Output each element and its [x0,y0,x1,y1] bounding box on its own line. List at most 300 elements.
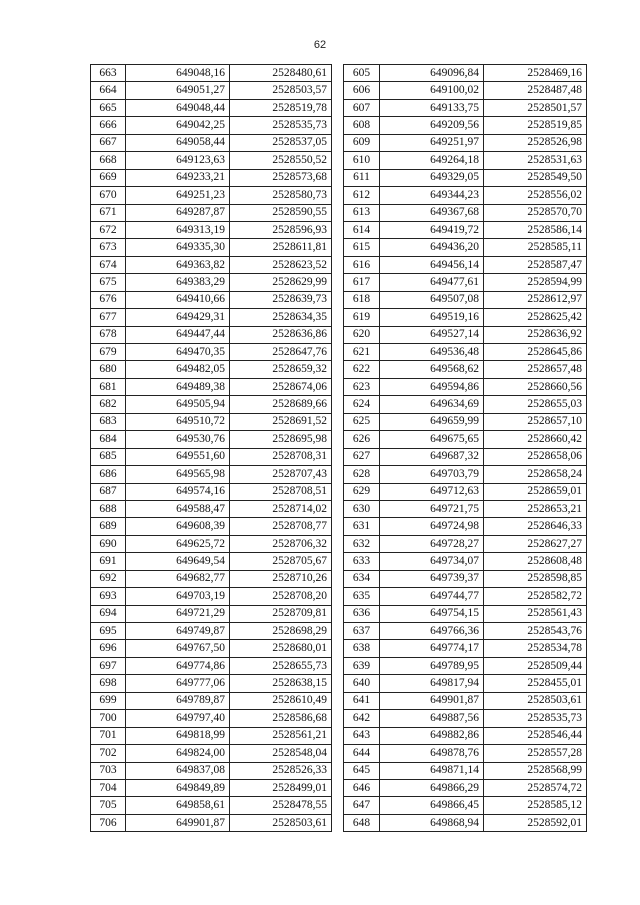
x-coordinate-cell: 649728,27 [380,535,484,552]
table-row [91,396,332,413]
x-coordinate-cell: 649749,87 [126,623,230,640]
table-row [91,134,332,151]
x-coordinate-cell: 649767,50 [126,640,230,657]
table-row [91,657,332,674]
x-coordinate-cell: 649436,20 [380,239,484,256]
x-coordinate-cell: 649824,00 [126,745,230,762]
x-coordinate-cell: 649866,45 [380,797,484,814]
table-row [344,221,587,238]
y-coordinate-cell: 2528573,68 [230,169,332,186]
point-number-cell: 637 [344,623,380,640]
point-number-cell: 680 [91,361,126,378]
x-coordinate-cell: 649251,97 [380,134,484,151]
table-row [344,134,587,151]
point-number-cell: 697 [91,657,126,674]
y-coordinate-cell: 2528509,44 [484,657,587,674]
table-row [91,204,332,221]
y-coordinate-cell: 2528660,56 [484,378,587,395]
x-coordinate-cell: 649209,56 [380,117,484,134]
table-row [344,448,587,465]
x-coordinate-cell: 649429,31 [126,309,230,326]
x-coordinate-cell: 649687,32 [380,448,484,465]
table-row [91,99,332,116]
x-coordinate-cell: 649123,63 [126,152,230,169]
y-coordinate-cell: 2528535,73 [484,710,587,727]
point-number-cell: 612 [344,187,380,204]
y-coordinate-cell: 2528655,03 [484,396,587,413]
x-coordinate-cell: 649510,72 [126,413,230,430]
point-number-cell: 621 [344,344,380,361]
table-row [91,82,332,99]
y-coordinate-cell: 2528708,31 [230,448,332,465]
table-row [344,745,587,762]
point-number-cell: 689 [91,518,126,535]
x-coordinate-cell: 649789,95 [380,657,484,674]
point-number-cell: 700 [91,710,126,727]
point-number-cell: 636 [344,605,380,622]
y-coordinate-cell: 2528708,20 [230,588,332,605]
y-coordinate-cell: 2528501,57 [484,99,587,116]
table-row [344,623,587,640]
point-number-cell: 631 [344,518,380,535]
x-coordinate-cell: 649866,29 [380,779,484,796]
point-number-cell: 640 [344,675,380,692]
point-number-cell: 611 [344,169,380,186]
point-number-cell: 626 [344,431,380,448]
y-coordinate-cell: 2528653,21 [484,500,587,517]
point-number-cell: 619 [344,309,380,326]
x-coordinate-cell: 649410,66 [126,291,230,308]
y-coordinate-cell: 2528556,02 [484,187,587,204]
point-number-cell: 616 [344,256,380,273]
table-row [344,605,587,622]
y-coordinate-cell: 2528546,44 [484,727,587,744]
table-row [91,710,332,727]
y-coordinate-cell: 2528487,48 [484,82,587,99]
table-row [344,710,587,727]
point-number-cell: 693 [91,588,126,605]
point-number-cell: 607 [344,99,380,116]
y-coordinate-cell: 2528503,61 [484,692,587,709]
y-coordinate-cell: 2528612,97 [484,291,587,308]
y-coordinate-cell: 2528596,93 [230,221,332,238]
x-coordinate-cell: 649789,87 [126,692,230,709]
table-row [91,692,332,709]
table-row [91,553,332,570]
x-coordinate-cell: 649048,44 [126,99,230,116]
point-number-cell: 684 [91,431,126,448]
x-coordinate-cell: 649042,25 [126,117,230,134]
y-coordinate-cell: 2528634,35 [230,309,332,326]
x-coordinate-cell: 649363,82 [126,256,230,273]
y-coordinate-cell: 2528660,42 [484,431,587,448]
point-number-cell: 646 [344,779,380,796]
point-number-cell: 677 [91,309,126,326]
y-coordinate-cell: 2528714,02 [230,500,332,517]
table-row [91,605,332,622]
table-row [91,291,332,308]
y-coordinate-cell: 2528647,76 [230,344,332,361]
x-coordinate-cell: 649868,94 [380,814,484,831]
table-row [91,378,332,395]
y-coordinate-cell: 2528636,86 [230,326,332,343]
point-number-cell: 675 [91,274,126,291]
y-coordinate-cell: 2528503,57 [230,82,332,99]
x-coordinate-cell: 649901,87 [126,814,230,831]
table-row [91,413,332,430]
point-number-cell: 627 [344,448,380,465]
y-coordinate-cell: 2528655,73 [230,657,332,674]
x-coordinate-cell: 649858,61 [126,797,230,814]
y-coordinate-cell: 2528611,81 [230,239,332,256]
x-coordinate-cell: 649551,60 [126,448,230,465]
x-coordinate-cell: 649675,65 [380,431,484,448]
x-coordinate-cell: 649527,14 [380,326,484,343]
table-row [344,553,587,570]
y-coordinate-cell: 2528689,66 [230,396,332,413]
x-coordinate-cell: 649878,76 [380,745,484,762]
table-row [344,588,587,605]
y-coordinate-cell: 2528698,29 [230,623,332,640]
x-coordinate-cell: 649837,08 [126,762,230,779]
y-coordinate-cell: 2528625,42 [484,309,587,326]
y-coordinate-cell: 2528639,73 [230,291,332,308]
x-coordinate-cell: 649335,30 [126,239,230,256]
x-coordinate-cell: 649383,29 [126,274,230,291]
point-number-cell: 638 [344,640,380,657]
table-row [344,256,587,273]
x-coordinate-cell: 649659,99 [380,413,484,430]
y-coordinate-cell: 2528627,27 [484,535,587,552]
point-number-cell: 634 [344,570,380,587]
point-number-cell: 696 [91,640,126,657]
point-number-cell: 674 [91,256,126,273]
coordinates-table-left [90,64,332,832]
x-coordinate-cell: 649887,56 [380,710,484,727]
table-row [344,204,587,221]
point-number-cell: 643 [344,727,380,744]
point-number-cell: 635 [344,588,380,605]
table-row [344,117,587,134]
table-row [344,187,587,204]
table-row [91,309,332,326]
y-coordinate-cell: 2528707,43 [230,466,332,483]
y-coordinate-cell: 2528708,77 [230,518,332,535]
y-coordinate-cell: 2528629,99 [230,274,332,291]
table-row [91,187,332,204]
x-coordinate-cell: 649774,86 [126,657,230,674]
point-number-cell: 668 [91,152,126,169]
x-coordinate-cell: 649649,54 [126,553,230,570]
y-coordinate-cell: 2528587,47 [484,256,587,273]
x-coordinate-cell: 649489,38 [126,378,230,395]
y-coordinate-cell: 2528657,10 [484,413,587,430]
y-coordinate-cell: 2528568,99 [484,762,587,779]
y-coordinate-cell: 2528706,32 [230,535,332,552]
y-coordinate-cell: 2528680,01 [230,640,332,657]
table-row [91,361,332,378]
y-coordinate-cell: 2528537,05 [230,134,332,151]
table-row [344,797,587,814]
y-coordinate-cell: 2528691,52 [230,413,332,430]
point-number-cell: 687 [91,483,126,500]
point-number-cell: 608 [344,117,380,134]
table-row [91,483,332,500]
point-number-cell: 705 [91,797,126,814]
table-row [344,675,587,692]
x-coordinate-cell: 649519,16 [380,309,484,326]
y-coordinate-cell: 2528586,14 [484,221,587,238]
page-number: 62 [313,39,327,51]
table-row [344,378,587,395]
table-row [344,239,587,256]
point-number-cell: 666 [91,117,126,134]
y-coordinate-cell: 2528574,72 [484,779,587,796]
x-coordinate-cell: 649754,15 [380,605,484,622]
point-number-cell: 673 [91,239,126,256]
point-number-cell: 622 [344,361,380,378]
point-number-cell: 664 [91,82,126,99]
x-coordinate-cell: 649419,72 [380,221,484,238]
table-row [91,675,332,692]
point-number-cell: 671 [91,204,126,221]
point-number-cell: 682 [91,396,126,413]
point-number-cell: 614 [344,221,380,238]
y-coordinate-cell: 2528548,04 [230,745,332,762]
x-coordinate-cell: 649721,29 [126,605,230,622]
y-coordinate-cell: 2528499,01 [230,779,332,796]
table-row [91,466,332,483]
x-coordinate-cell: 649901,87 [380,692,484,709]
x-coordinate-cell: 649051,27 [126,82,230,99]
point-number-cell: 625 [344,413,380,430]
point-number-cell: 663 [91,65,126,82]
x-coordinate-cell: 649777,06 [126,675,230,692]
x-coordinate-cell: 649344,23 [380,187,484,204]
point-number-cell: 630 [344,500,380,517]
table-row [344,413,587,430]
point-number-cell: 610 [344,152,380,169]
table-row [91,344,332,361]
x-coordinate-cell: 649058,44 [126,134,230,151]
table-row [344,535,587,552]
x-coordinate-cell: 649470,35 [126,344,230,361]
table-row [344,309,587,326]
x-coordinate-cell: 649530,76 [126,431,230,448]
table-row [91,814,332,831]
table-row [344,500,587,517]
x-coordinate-cell: 649329,05 [380,169,484,186]
y-coordinate-cell: 2528705,67 [230,553,332,570]
point-number-cell: 699 [91,692,126,709]
y-coordinate-cell: 2528503,61 [230,814,332,831]
table-row [344,779,587,796]
x-coordinate-cell: 649744,77 [380,588,484,605]
y-coordinate-cell: 2528636,92 [484,326,587,343]
y-coordinate-cell: 2528586,68 [230,710,332,727]
y-coordinate-cell: 2528610,49 [230,692,332,709]
table-row [91,779,332,796]
point-number-cell: 644 [344,745,380,762]
y-coordinate-cell: 2528623,52 [230,256,332,273]
point-number-cell: 706 [91,814,126,831]
table-row [344,727,587,744]
x-coordinate-cell: 649507,08 [380,291,484,308]
table-row [91,117,332,134]
table-row [344,762,587,779]
point-number-cell: 615 [344,239,380,256]
point-number-cell: 672 [91,221,126,238]
table-row [344,274,587,291]
y-coordinate-cell: 2528638,15 [230,675,332,692]
x-coordinate-cell: 649594,86 [380,378,484,395]
y-coordinate-cell: 2528526,33 [230,762,332,779]
point-number-cell: 648 [344,814,380,831]
x-coordinate-cell: 649505,94 [126,396,230,413]
table-row [344,361,587,378]
y-coordinate-cell: 2528557,28 [484,745,587,762]
x-coordinate-cell: 649634,69 [380,396,484,413]
y-coordinate-cell: 2528659,32 [230,361,332,378]
table-row [344,291,587,308]
table-row [91,640,332,657]
table-row [91,570,332,587]
x-coordinate-cell: 649096,84 [380,65,484,82]
x-coordinate-cell: 649251,23 [126,187,230,204]
y-coordinate-cell: 2528469,16 [484,65,587,82]
table-row [344,814,587,831]
y-coordinate-cell: 2528519,78 [230,99,332,116]
x-coordinate-cell: 649287,87 [126,204,230,221]
x-coordinate-cell: 649817,94 [380,675,484,692]
x-coordinate-cell: 649608,39 [126,518,230,535]
y-coordinate-cell: 2528592,01 [484,814,587,831]
point-number-cell: 678 [91,326,126,343]
x-coordinate-cell: 649367,68 [380,204,484,221]
x-coordinate-cell: 649264,18 [380,152,484,169]
table-row [91,274,332,291]
y-coordinate-cell: 2528561,43 [484,605,587,622]
y-coordinate-cell: 2528535,73 [230,117,332,134]
x-coordinate-cell: 649739,37 [380,570,484,587]
x-coordinate-cell: 649536,48 [380,344,484,361]
y-coordinate-cell: 2528478,55 [230,797,332,814]
table-row [91,797,332,814]
table-row [91,623,332,640]
table-row [344,396,587,413]
x-coordinate-cell: 649703,79 [380,466,484,483]
x-coordinate-cell: 649482,05 [126,361,230,378]
x-coordinate-cell: 649048,16 [126,65,230,82]
table-row [344,570,587,587]
y-coordinate-cell: 2528657,48 [484,361,587,378]
table-row [344,466,587,483]
x-coordinate-cell: 649766,36 [380,623,484,640]
point-number-cell: 702 [91,745,126,762]
point-number-cell: 701 [91,727,126,744]
point-number-cell: 624 [344,396,380,413]
point-number-cell: 647 [344,797,380,814]
y-coordinate-cell: 2528646,33 [484,518,587,535]
table-row [91,221,332,238]
x-coordinate-cell: 649724,98 [380,518,484,535]
table-row [91,256,332,273]
point-number-cell: 605 [344,65,380,82]
y-coordinate-cell: 2528480,61 [230,65,332,82]
y-coordinate-cell: 2528570,70 [484,204,587,221]
table-row [344,344,587,361]
point-number-cell: 694 [91,605,126,622]
table-row [91,535,332,552]
point-number-cell: 681 [91,378,126,395]
x-coordinate-cell: 649734,07 [380,553,484,570]
x-coordinate-cell: 649574,16 [126,483,230,500]
point-number-cell: 691 [91,553,126,570]
x-coordinate-cell: 649447,44 [126,326,230,343]
point-number-cell: 645 [344,762,380,779]
table-row [91,239,332,256]
x-coordinate-cell: 649703,19 [126,588,230,605]
y-coordinate-cell: 2528590,55 [230,204,332,221]
y-coordinate-cell: 2528594,99 [484,274,587,291]
point-number-cell: 609 [344,134,380,151]
x-coordinate-cell: 649774,17 [380,640,484,657]
point-number-cell: 679 [91,344,126,361]
point-number-cell: 639 [344,657,380,674]
y-coordinate-cell: 2528658,06 [484,448,587,465]
point-number-cell: 629 [344,483,380,500]
y-coordinate-cell: 2528585,11 [484,239,587,256]
y-coordinate-cell: 2528526,98 [484,134,587,151]
table-row [91,169,332,186]
point-number-cell: 690 [91,535,126,552]
point-number-cell: 623 [344,378,380,395]
table-row [91,431,332,448]
y-coordinate-cell: 2528708,51 [230,483,332,500]
x-coordinate-cell: 649568,62 [380,361,484,378]
x-coordinate-cell: 649565,98 [126,466,230,483]
point-number-cell: 703 [91,762,126,779]
x-coordinate-cell: 649313,19 [126,221,230,238]
y-coordinate-cell: 2528709,81 [230,605,332,622]
table-row [91,745,332,762]
x-coordinate-cell: 649849,89 [126,779,230,796]
table-row [344,483,587,500]
table-row [91,448,332,465]
point-number-cell: 620 [344,326,380,343]
y-coordinate-cell: 2528534,78 [484,640,587,657]
y-coordinate-cell: 2528598,85 [484,570,587,587]
y-coordinate-cell: 2528549,50 [484,169,587,186]
x-coordinate-cell: 649100,02 [380,82,484,99]
x-coordinate-cell: 649133,75 [380,99,484,116]
point-number-cell: 676 [91,291,126,308]
y-coordinate-cell: 2528608,48 [484,553,587,570]
table-row [91,727,332,744]
point-number-cell: 633 [344,553,380,570]
y-coordinate-cell: 2528710,26 [230,570,332,587]
point-number-cell: 683 [91,413,126,430]
point-number-cell: 686 [91,466,126,483]
point-number-cell: 642 [344,710,380,727]
x-coordinate-cell: 649588,47 [126,500,230,517]
x-coordinate-cell: 649477,61 [380,274,484,291]
y-coordinate-cell: 2528645,86 [484,344,587,361]
table-row [91,152,332,169]
table-row [344,692,587,709]
x-coordinate-cell: 649233,21 [126,169,230,186]
x-coordinate-cell: 649797,40 [126,710,230,727]
